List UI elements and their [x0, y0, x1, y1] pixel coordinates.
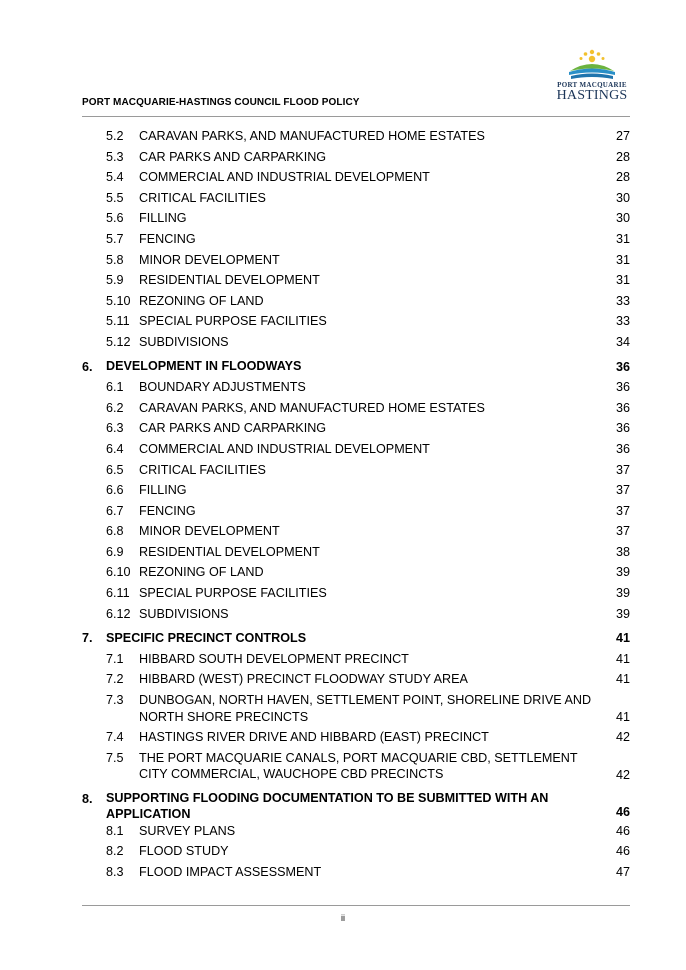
toc-entry-num: 5.3	[106, 149, 124, 164]
toc-entry-page: 37	[615, 503, 630, 518]
toc-entry[interactable]	[82, 250, 630, 271]
toc-entry[interactable]	[82, 439, 630, 460]
toc-entry-page: 28	[615, 149, 630, 164]
toc-entry[interactable]	[82, 332, 630, 353]
toc-entry-title: FILLING	[139, 483, 187, 498]
toc-entry-page: 39	[615, 606, 630, 621]
toc-entry-title: REZONING OF LAND	[139, 565, 264, 580]
toc-heading-page: 41	[615, 631, 630, 646]
toc-heading-title: SPECIFIC PRECINCT CONTROLS	[106, 630, 307, 645]
toc-entry[interactable]	[82, 862, 630, 883]
toc-entry-title: MINOR DEVELOPMENT	[139, 252, 280, 267]
sun-water-emblem-icon	[556, 44, 628, 84]
toc-section-heading[interactable]	[82, 789, 630, 821]
toc-entry-page: 33	[615, 293, 630, 308]
toc-entry[interactable]	[82, 521, 630, 542]
toc-entry-title: CARAVAN PARKS, AND MANUFACTURED HOME ESTATES	[139, 400, 485, 415]
toc-entry-page: 39	[615, 565, 630, 580]
toc-entry[interactable]	[82, 727, 630, 748]
toc-entry-num: 7.1	[106, 651, 124, 666]
council-logo	[556, 44, 628, 106]
toc-entry-page: 27	[615, 129, 630, 143]
toc-entry[interactable]	[82, 208, 630, 229]
toc-entry[interactable]	[82, 690, 630, 727]
toc-entry-title: SPECIAL PURPOSE FACILITIES	[139, 586, 327, 601]
toc-entry-title: FENCING	[139, 231, 196, 246]
toc-entry[interactable]	[82, 126, 630, 147]
document-header-title: PORT MACQUARIE-HASTINGS COUNCIL FLOOD POLICY	[82, 97, 360, 108]
toc-entry-page: 46	[615, 844, 630, 859]
toc-entry-num: 6.2	[106, 400, 124, 415]
toc-entry-page: 30	[615, 211, 630, 226]
toc-entry-num: 5.10	[106, 293, 131, 308]
toc-entry-title: MINOR DEVELOPMENT	[139, 524, 280, 539]
toc-entry-page: 37	[615, 483, 630, 498]
toc-entry-page: 31	[615, 273, 630, 288]
toc-entry-title: DUNBOGAN, NORTH HAVEN, SETTLEMENT POINT, SHORELINE DRIVE AND NORTH SHORE PRECINCTS	[139, 693, 592, 724]
toc-entry-title: HIBBARD SOUTH DEVELOPMENT PRECINCT	[139, 651, 409, 666]
toc-entry[interactable]	[82, 480, 630, 501]
toc-entry[interactable]	[82, 377, 630, 398]
toc-entry-num: 5.5	[106, 190, 124, 205]
toc-heading-num: 6.	[82, 359, 93, 374]
toc-entry[interactable]	[82, 604, 630, 625]
toc-entry-page: 46	[615, 823, 630, 838]
toc-entry-num: 6.5	[106, 462, 124, 477]
toc-entry-page: 36	[615, 380, 630, 395]
toc-entry-num: 8.2	[106, 844, 124, 859]
toc-entry[interactable]	[82, 398, 630, 419]
toc-entry-page: 42	[615, 730, 630, 745]
toc-entry-num: 8.3	[106, 864, 124, 879]
toc-entry[interactable]	[82, 229, 630, 250]
toc-entry-num: 7.2	[106, 672, 124, 687]
toc-entry-title: FENCING	[139, 503, 196, 518]
toc-entry-title: CAR PARKS AND CARPARKING	[139, 421, 327, 436]
toc-entry-page: 41	[615, 710, 630, 725]
toc-entry-num: 6.10	[106, 565, 131, 580]
toc-entry-page: 36	[615, 421, 630, 436]
toc-section	[82, 126, 630, 353]
toc-entry-num: 5.9	[106, 273, 124, 288]
toc-entry-page: 30	[615, 190, 630, 205]
logo-text-top: PORT MACQUARIE	[557, 81, 627, 89]
toc-entry-page: 38	[615, 544, 630, 559]
toc-entry-page: 31	[615, 252, 630, 267]
toc-entry-num: 5.4	[106, 170, 124, 185]
toc-heading-page: 46	[615, 805, 630, 820]
toc-entry-num: 6.6	[106, 483, 124, 498]
toc-entry-num: 6.3	[106, 421, 124, 436]
toc-entry[interactable]	[82, 167, 630, 188]
toc-heading-num: 7.	[82, 631, 93, 646]
toc-entry[interactable]	[82, 291, 630, 312]
toc-entry-title: CAR PARKS AND CARPARKING	[139, 149, 327, 164]
toc-entry-title: HASTINGS RIVER DRIVE AND HIBBARD (EAST) PRECINCT	[139, 730, 489, 745]
toc-entry-num: 5.7	[106, 231, 124, 246]
toc-entry-title: COMMERCIAL AND INDUSTRIAL DEVELOPMENT	[139, 170, 430, 185]
toc-entry[interactable]	[82, 188, 630, 209]
toc-entry-page: 36	[615, 400, 630, 415]
toc-entry-num: 6.1	[106, 380, 124, 395]
toc-entry[interactable]	[82, 821, 630, 842]
toc-entry-page: 41	[615, 672, 630, 687]
toc-entry-title: SPECIAL PURPOSE FACILITIES	[139, 314, 327, 329]
toc-entry-title: CRITICAL FACILITIES	[139, 190, 266, 205]
toc-entry[interactable]	[82, 460, 630, 481]
toc-entry-num: 5.8	[106, 252, 124, 267]
toc-entry[interactable]	[82, 147, 630, 168]
toc-entry-title: SUBDIVISIONS	[139, 606, 229, 621]
toc-entry-num: 6.8	[106, 524, 124, 539]
toc-section	[82, 628, 630, 784]
toc-entry-num: 7.3	[106, 693, 124, 708]
toc-entry-title: REZONING OF LAND	[139, 293, 264, 308]
logo-text-main: HASTINGS	[556, 88, 628, 103]
toc-entry-page: 28	[615, 170, 630, 185]
toc-entry-num: 5.11	[106, 314, 130, 329]
toc-entry[interactable]	[82, 501, 630, 522]
toc-entry-page: 34	[615, 334, 630, 349]
toc-entry[interactable]	[82, 542, 630, 563]
toc-entry[interactable]	[82, 841, 630, 862]
toc-entry-num: 8.1	[106, 823, 124, 838]
toc-entry-title: FLOOD IMPACT ASSESSMENT	[139, 864, 322, 879]
toc-entry-num: 6.9	[106, 544, 124, 559]
toc-section	[82, 357, 630, 625]
toc-entry-page: 39	[615, 586, 630, 601]
toc-heading-title: DEVELOPMENT IN FLOODWAYS	[106, 359, 302, 374]
toc-entry-title: CRITICAL FACILITIES	[139, 462, 266, 477]
toc-entry-page: 41	[615, 651, 630, 666]
toc-entry[interactable]	[82, 418, 630, 439]
toc-heading-num: 8.	[82, 791, 93, 806]
toc-heading-title: SUPPORTING FLOODING DOCUMENTATION TO BE SUBMITTED WITH AN APPLICATION	[106, 791, 549, 821]
toc-entry[interactable]	[82, 748, 630, 785]
toc-entry[interactable]	[82, 562, 630, 583]
toc-entry[interactable]	[82, 583, 630, 604]
toc-entry-title: SURVEY PLANS	[139, 823, 236, 838]
toc-entry-title: HIBBARD (WEST) PRECINCT FLOODWAY STUDY AREA	[139, 672, 468, 687]
toc-entry-title: CARAVAN PARKS, AND MANUFACTURED HOME ESTATES	[139, 129, 485, 143]
toc-entry-num: 7.5	[106, 750, 124, 765]
page-number: ii	[341, 913, 345, 923]
toc-entry-page: 37	[615, 462, 630, 477]
toc-entry-num: 6.7	[106, 503, 124, 518]
toc-entry-num: 7.4	[106, 730, 124, 745]
table-of-contents	[82, 126, 630, 882]
toc-section-heading[interactable]	[82, 628, 630, 649]
toc-entry-page: 31	[615, 231, 630, 246]
toc-entry-num: 6.4	[106, 441, 124, 456]
toc-entry[interactable]	[82, 649, 630, 670]
toc-entry-num: 6.12	[106, 606, 131, 621]
toc-heading-page: 36	[615, 359, 630, 374]
toc-entry-title: COMMERCIAL AND INDUSTRIAL DEVELOPMENT	[139, 441, 430, 456]
toc-entry-page: 37	[615, 524, 630, 539]
toc-entry-title: RESIDENTIAL DEVELOPMENT	[139, 544, 320, 559]
toc-entry-title: THE PORT MACQUARIE CANALS, PORT MACQUARIE CBD, SETTLEMENT CITY COMMERCIAL, WAUCHOPE CBD PRECINCTS	[139, 750, 578, 782]
toc-entry-num: 5.6	[106, 211, 124, 226]
footer-divider	[82, 905, 630, 906]
toc-entry-title: FILLING	[139, 211, 187, 226]
toc-entry-title: RESIDENTIAL DEVELOPMENT	[139, 273, 320, 288]
toc-entry-title: SUBDIVISIONS	[139, 334, 229, 349]
header-divider	[82, 116, 630, 117]
toc-entry-title: BOUNDARY ADJUSTMENTS	[139, 380, 306, 395]
toc-entry[interactable]	[82, 270, 630, 291]
toc-entry[interactable]	[82, 669, 630, 690]
toc-entry-page: 42	[615, 768, 630, 783]
toc-entry-num: 5.2	[106, 129, 124, 143]
toc-entry-page: 36	[615, 441, 630, 456]
toc-entry-num: 6.11	[106, 586, 130, 601]
toc-section	[82, 789, 630, 883]
toc-entry-page: 33	[615, 314, 630, 329]
toc-entry[interactable]	[82, 311, 630, 332]
toc-entry-page: 47	[615, 864, 630, 879]
toc-entry-title: FLOOD STUDY	[139, 844, 229, 859]
toc-section-heading[interactable]	[82, 357, 630, 378]
toc-entry-num: 5.12	[106, 334, 131, 349]
